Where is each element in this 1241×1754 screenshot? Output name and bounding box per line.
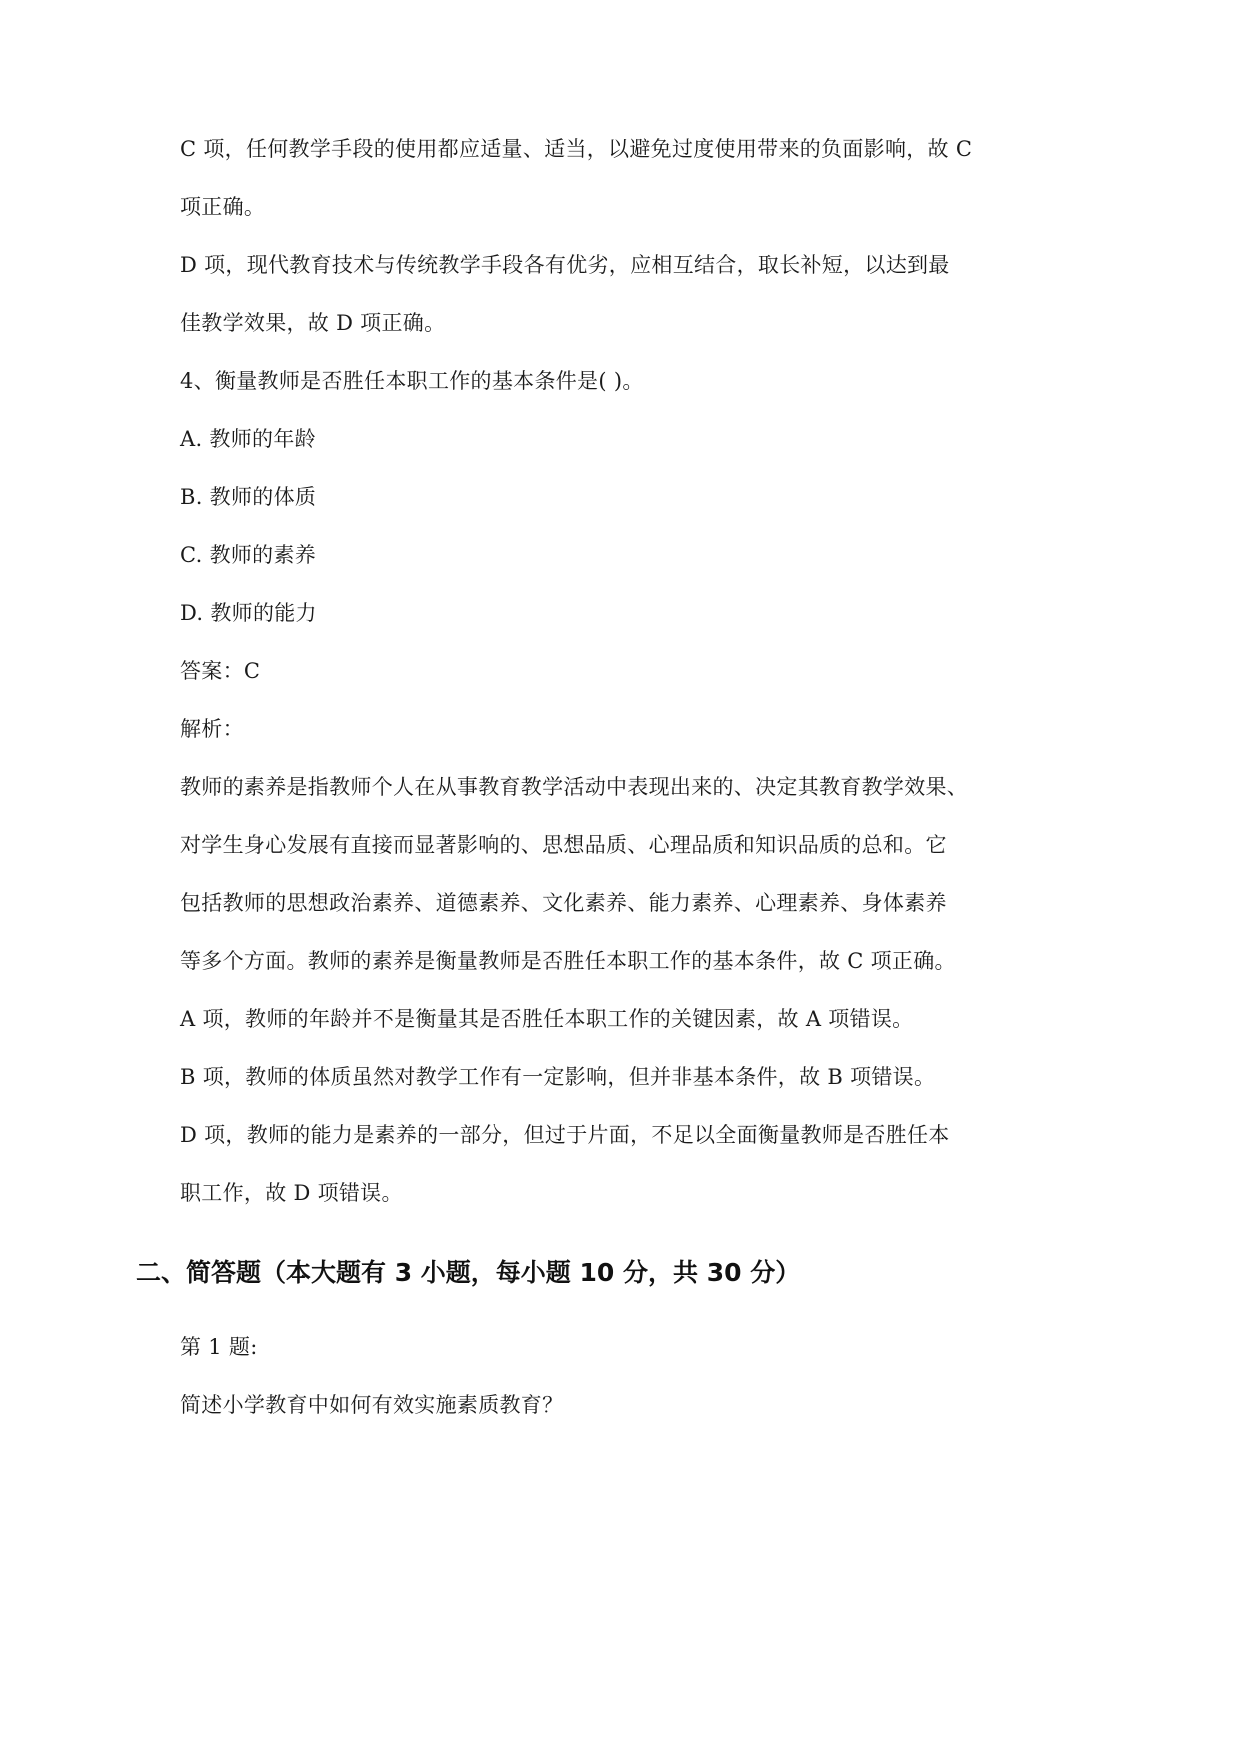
question-4-option-c: C. 教师的素养: [180, 543, 317, 567]
analysis-line: D 项，教师的能力是素养的一部分，但过于片面，不足以全面衡量教师是否胜任本: [180, 1123, 950, 1147]
analysis-line: 包括教师的思想政治素养、道德素养、文化素养、能力素养、心理素养、身体素养: [180, 891, 947, 915]
analysis-line: B 项，教师的体质虽然对教学工作有一定影响，但并非基本条件，故 B 项错误。: [180, 1065, 936, 1089]
explanation-d-line-1: D 项，现代教育技术与传统教学手段各有优劣，应相互结合，取长补短，以达到最: [180, 253, 950, 277]
question-4-stem: 4、衡量教师是否胜任本职工作的基本条件是( )。: [180, 369, 644, 393]
analysis-line: A 项，教师的年龄并不是衡量其是否胜任本职工作的关键因素，故 A 项错误。: [180, 1007, 914, 1031]
question-4-option-d: D. 教师的能力: [180, 601, 317, 625]
explanation-c-line-2: 项正确。: [180, 195, 266, 219]
analysis-line: 职工作，故 D 项错误。: [180, 1181, 403, 1205]
section-2-heading: 二、简答题（本大题有 3 小题，每小题 10 分，共 30 分）: [136, 1258, 801, 1287]
explanation-c-line-1: C 项，任何教学手段的使用都应适量、适当，以避免过度使用带来的负面影响，故 C: [180, 137, 973, 161]
question-1-text: 简述小学教育中如何有效实施素质教育？: [180, 1393, 564, 1417]
analysis-line: 对学生身心发展有直接而显著影响的、思想品质、心理品质和知识品质的总和。它: [180, 833, 947, 857]
question-4-option-b: B. 教师的体质: [180, 485, 317, 509]
question-4-option-a: A. 教师的年龄: [180, 427, 316, 451]
explanation-d-line-2: 佳教学效果，故 D 项正确。: [180, 311, 446, 335]
analysis-line: 等多个方面。教师的素养是衡量教师是否胜任本职工作的基本条件，故 C 项正确。: [180, 949, 956, 973]
question-1-label: 第 1 题:: [180, 1335, 258, 1359]
question-4-analysis-label: 解析：: [180, 717, 244, 741]
analysis-line: 教师的素养是指教师个人在从事教育教学活动中表现出来的、决定其教育教学效果、: [180, 775, 969, 799]
question-4-answer: 答案：C: [180, 659, 261, 683]
